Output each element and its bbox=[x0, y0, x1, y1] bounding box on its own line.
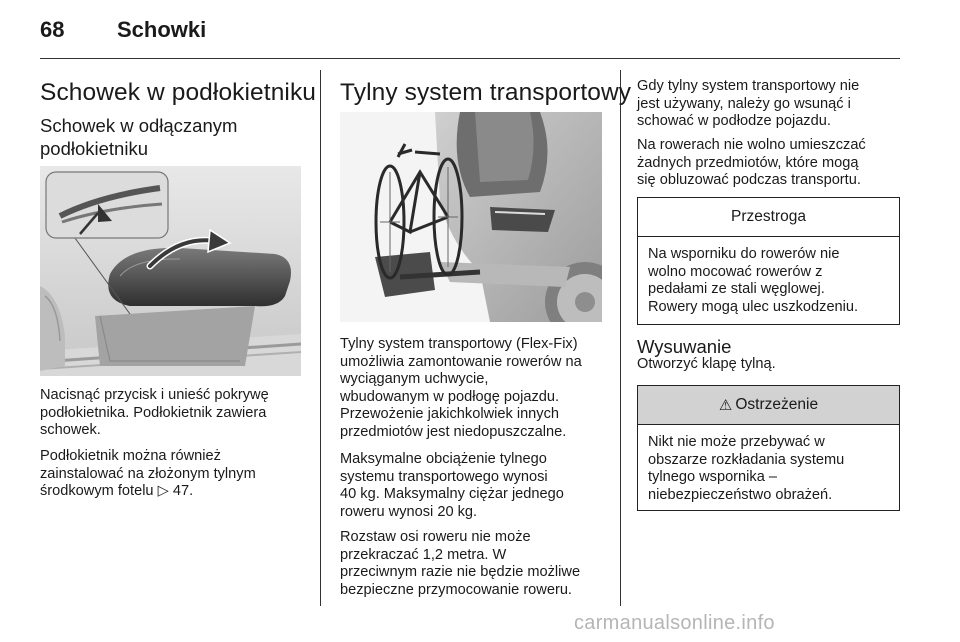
loose-objects-text: Na rowerach nie wolno umieszczać żadnych przedmiotów, które mogą się obluzować podczas transportu. bbox=[637, 137, 866, 189]
armrest-instruction-text: Nacisnąć przycisk i unieść pokrywę podłokietnika. Podłokietnik zawiera schowek. bbox=[40, 387, 269, 439]
warning-text: Nikt nie może przebywać w obszarze rozkładania systemu tylnego wspornika – niebezpieczeństwo obrażeń. bbox=[648, 434, 845, 503]
caution-text: Na wsporniku do rowerów nie wolno mocować rowerów z pedałami ze stali węglowej. Rowery mogą ulec uszkodzeniu. bbox=[648, 246, 859, 315]
stow-text: Gdy tylny system transportowy nie jest używany, należy go wsunąć i schować w podłodze pojazdu. bbox=[637, 78, 860, 130]
warning-header bbox=[638, 386, 899, 425]
rear-carrier-description: Tylny system transportowy (Flex-Fix) umożliwia zamontowanie rowerów na wyciąganym uchwycie, wbudowanym w podłogę pojazdu. Przewożenie jakichkolwiek innych przedmiotów jest niedopuszczalne. bbox=[340, 336, 582, 440]
watermark: carmanualsonline.info bbox=[574, 612, 775, 634]
subsection-heading-extend: Wysuwanie bbox=[637, 336, 732, 357]
chapter-title: Schowki bbox=[117, 17, 207, 42]
warning-triangle-icon: ⚠ bbox=[718, 397, 733, 414]
page-number: 68 bbox=[40, 17, 65, 42]
rear-carrier-load-text: Maksymalne obciążenie tylnego systemu transportowego wynosi 40 kg. Maksymalny ciężar jednego roweru wynosi 20 kg. bbox=[340, 451, 564, 520]
column-divider-left bbox=[320, 70, 321, 606]
rear-carrier-wheelbase-text: Rozstaw osi roweru nie może przekraczać 1,2 metra. W przeciwnym razie nie będzie możliwe bezpieczne przymocowanie roweru. bbox=[340, 529, 581, 598]
caution-title: Przestroga bbox=[638, 198, 899, 237]
rear-carrier-illustration bbox=[340, 112, 602, 322]
armrest-illustration bbox=[40, 166, 301, 376]
warning-title: Ostrzeżenie bbox=[735, 396, 819, 413]
subsection-heading-armrest: Schowek w odłączanym podłokietniku bbox=[40, 115, 238, 159]
header-divider bbox=[40, 58, 900, 59]
open-tailgate-text: Otworzyć klapę tylną. bbox=[637, 356, 776, 372]
column-divider-right bbox=[620, 70, 621, 606]
armrest-install-text: Podłokietnik można również zainstalować na złożonym tylnym środkowym fotelu ▷ 47. bbox=[40, 448, 256, 500]
warning-box bbox=[637, 385, 900, 511]
section-heading-armrest: Schowek w podłokietniku bbox=[40, 79, 317, 106]
section-heading-rear-carrier: Tylny system transportowy bbox=[340, 79, 632, 106]
caution-box bbox=[637, 197, 900, 325]
